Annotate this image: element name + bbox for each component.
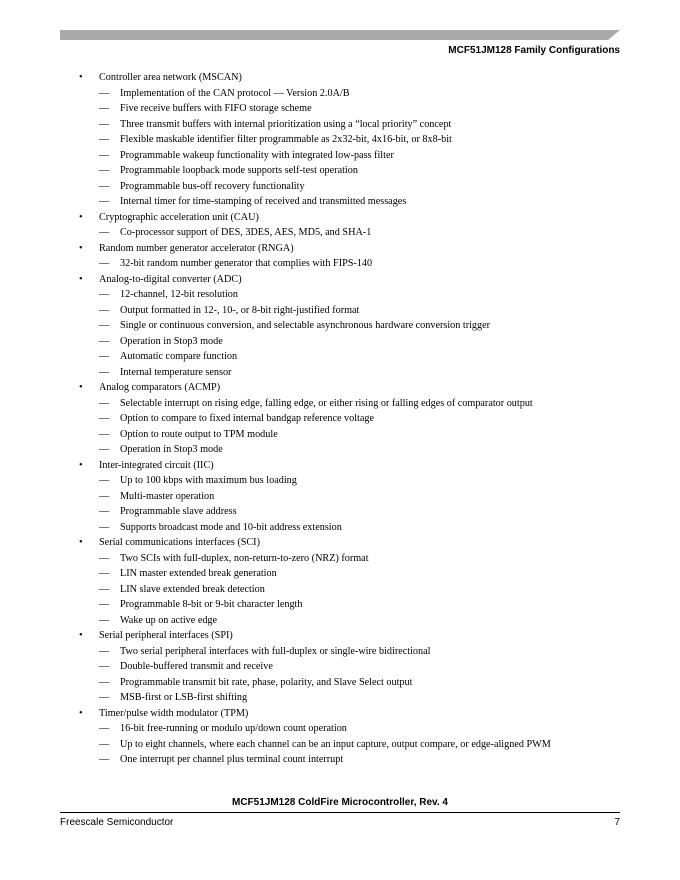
- feature-item: [79, 132, 620, 148]
- feature-section: [79, 706, 620, 722]
- feature-section: [79, 628, 620, 644]
- dash-marker: —: [99, 661, 110, 672]
- feature-item: [79, 86, 620, 102]
- dash-marker: —: [99, 149, 110, 161]
- item-text: Selectable interrupt on rising edge, falling edge, or either rising or falling edges of comparator output: [120, 397, 533, 409]
- dash-marker: —: [99, 320, 110, 331]
- item-text: Programmable wakeup functionality with integrated low-pass filter: [120, 149, 394, 161]
- item-text: LIN slave extended break detection: [120, 583, 265, 595]
- dash-marker: —: [99, 583, 110, 595]
- section-title: Analog-to-digital converter (ADC): [99, 273, 242, 285]
- feature-item: [79, 148, 620, 164]
- bullet-marker: •: [79, 537, 83, 548]
- dash-marker: —: [99, 335, 110, 347]
- item-text: 12-channel, 12-bit resolution: [120, 289, 238, 300]
- item-text: Operation in Stop3 mode: [120, 335, 223, 347]
- bullet-marker: •: [79, 707, 83, 719]
- section-title: Random number generator accelerator (RNGA): [99, 242, 294, 254]
- feature-item: [79, 427, 620, 443]
- item-text: Supports broadcast mode and 10-bit address extension: [120, 521, 342, 533]
- feature-item: [79, 349, 620, 365]
- feature-item: [79, 396, 620, 412]
- feature-item: [79, 303, 620, 319]
- dash-marker: —: [99, 490, 110, 502]
- item-text: Five receive buffers with FIFO storage scheme: [120, 103, 312, 114]
- feature-section: [79, 210, 620, 226]
- item-text: Programmable bus-off recovery functionality: [120, 180, 305, 192]
- dash-marker: —: [99, 552, 110, 564]
- item-text: Option to route output to TPM module: [120, 428, 278, 440]
- dash-marker: —: [99, 103, 110, 114]
- feature-item: [79, 566, 620, 582]
- feature-section: [79, 380, 620, 396]
- section-title: Timer/pulse width modulator (TPM): [99, 707, 249, 719]
- item-text: LIN master extended break generation: [120, 568, 277, 579]
- bullet-marker: •: [79, 382, 83, 393]
- section-title: Serial communications interfaces (SCI): [99, 537, 260, 548]
- item-text: Operation in Stop3 mode: [120, 444, 223, 455]
- item-text: Up to eight channels, where each channel can be an input capture, output compare, or edge-aligned PWM: [120, 738, 551, 750]
- bullet-marker: •: [79, 273, 83, 285]
- header-rule-bar: [60, 30, 620, 40]
- footer-rule: [60, 812, 620, 813]
- dash-marker: —: [99, 118, 110, 130]
- feature-item: [79, 194, 620, 210]
- item-text: Output formatted in 12-, 10-, or 8-bit right-justified format: [120, 304, 360, 316]
- item-text: Programmable 8-bit or 9-bit character length: [120, 599, 303, 610]
- feature-item: [79, 489, 620, 505]
- item-text: Up to 100 kbps with maximum bus loading: [120, 475, 297, 486]
- dash-marker: —: [99, 196, 110, 207]
- feature-item: [79, 101, 620, 117]
- feature-section: [79, 458, 620, 474]
- dash-marker: —: [99, 692, 110, 703]
- item-text: Internal temperature sensor: [120, 366, 232, 378]
- dash-marker: —: [99, 227, 110, 238]
- feature-list: [79, 70, 620, 768]
- section-title: Cryptographic acceleration unit (CAU): [99, 211, 259, 223]
- item-text: Option to compare to fixed internal bandgap reference voltage: [120, 413, 375, 424]
- feature-item: [79, 334, 620, 350]
- dash-marker: —: [99, 304, 110, 316]
- dash-marker: —: [99, 568, 110, 579]
- feature-item: [79, 179, 620, 195]
- item-text: Programmable transmit bit rate, phase, polarity, and Slave Select output: [120, 676, 413, 688]
- feature-item: [79, 318, 620, 334]
- dash-marker: —: [99, 366, 110, 378]
- item-text: Programmable slave address: [120, 506, 237, 517]
- feature-item: [79, 442, 620, 458]
- dash-marker: —: [99, 289, 110, 300]
- dash-marker: —: [99, 723, 110, 734]
- feature-section: [79, 535, 620, 551]
- footer-document-title: MCF51JM128 ColdFire Microcontroller, Rev. 4: [232, 797, 448, 808]
- feature-item: [79, 117, 620, 133]
- dash-marker: —: [99, 645, 110, 657]
- bullet-marker: •: [79, 72, 83, 83]
- dash-marker: —: [99, 506, 110, 517]
- feature-item: [79, 690, 620, 706]
- dash-marker: —: [99, 738, 110, 750]
- feature-item: [79, 473, 620, 489]
- feature-item: [79, 287, 620, 303]
- dash-marker: —: [99, 258, 110, 269]
- footer-company: Freescale Semiconductor: [60, 817, 174, 828]
- feature-item: [79, 365, 620, 381]
- feature-section: [79, 70, 620, 86]
- bullet-marker: •: [79, 630, 83, 641]
- item-text: Internal timer for time-stamping of received and transmitted messages: [120, 196, 407, 207]
- feature-item: [79, 644, 620, 660]
- section-title: Inter-integrated circuit (IIC): [99, 459, 214, 471]
- feature-item: [79, 613, 620, 629]
- item-text: Co-processor support of DES, 3DES, AES, MD5, and SHA-1: [120, 227, 372, 238]
- bullet-marker: •: [79, 242, 83, 254]
- feature-item: [79, 256, 620, 272]
- section-title: Serial peripheral interfaces (SPI): [99, 630, 233, 641]
- item-text: Automatic compare function: [120, 351, 238, 362]
- feature-item: [79, 551, 620, 567]
- item-text: Double-buffered transmit and receive: [120, 661, 273, 672]
- feature-item: [79, 659, 620, 675]
- section-title: Controller area network (MSCAN): [99, 72, 242, 83]
- running-header-title: MCF51JM128 Family Configurations: [448, 45, 620, 56]
- feature-item: [79, 225, 620, 241]
- feature-item: [79, 597, 620, 613]
- feature-item: [79, 582, 620, 598]
- section-title: Analog comparators (ACMP): [99, 382, 221, 393]
- dash-marker: —: [99, 676, 110, 688]
- item-text: Flexible maskable identifier filter programmable as 2x32-bit, 4x16-bit, or 8x8-bit: [120, 134, 452, 145]
- dash-marker: —: [99, 475, 110, 486]
- feature-item: [79, 675, 620, 691]
- item-text: Programmable loopback mode supports self-test operation: [120, 165, 358, 176]
- item-text: Implementation of the CAN protocol — Version 2.0A/B: [120, 87, 350, 99]
- feature-item: [79, 752, 620, 768]
- item-text: Two SCIs with full-duplex, non-return-to-zero (NRZ) format: [120, 552, 369, 564]
- item-text: One interrupt per channel plus terminal count interrupt: [120, 754, 344, 765]
- item-text: Multi-master operation: [120, 490, 215, 502]
- dash-marker: —: [99, 87, 110, 99]
- dash-marker: —: [99, 413, 110, 424]
- item-text: 16-bit free-running or modulo up/down count operation: [120, 723, 347, 734]
- dash-marker: —: [99, 599, 110, 610]
- feature-item: [79, 737, 620, 753]
- item-text: Two serial peripheral interfaces with full-duplex or single-wire bidirectional: [120, 645, 431, 657]
- item-text: 32-bit random number generator that complies with FIPS-140: [120, 258, 373, 269]
- bullet-marker: •: [79, 459, 83, 471]
- dash-marker: —: [99, 180, 110, 192]
- feature-section: [79, 272, 620, 288]
- dash-marker: —: [99, 397, 110, 409]
- feature-item: [79, 520, 620, 536]
- dash-marker: —: [99, 165, 110, 176]
- page-number: 7: [614, 817, 620, 828]
- item-text: Wake up on active edge: [120, 614, 218, 626]
- dash-marker: —: [99, 428, 110, 440]
- feature-item: [79, 504, 620, 520]
- item-text: Single or continuous conversion, and selectable asynchronous hardware conversion trigger: [120, 320, 491, 331]
- dash-marker: —: [99, 444, 110, 455]
- dash-marker: —: [99, 351, 110, 362]
- feature-item: [79, 163, 620, 179]
- dash-marker: —: [99, 614, 110, 626]
- feature-section: [79, 241, 620, 257]
- dash-marker: —: [99, 754, 110, 765]
- item-text: MSB-first or LSB-first shifting: [120, 692, 248, 703]
- dash-marker: —: [99, 134, 110, 145]
- dash-marker: —: [99, 521, 110, 533]
- feature-item: [79, 721, 620, 737]
- feature-item: [79, 411, 620, 427]
- item-text: Three transmit buffers with internal prioritization using a “local priority” concept: [120, 118, 452, 130]
- bullet-marker: •: [79, 211, 83, 223]
